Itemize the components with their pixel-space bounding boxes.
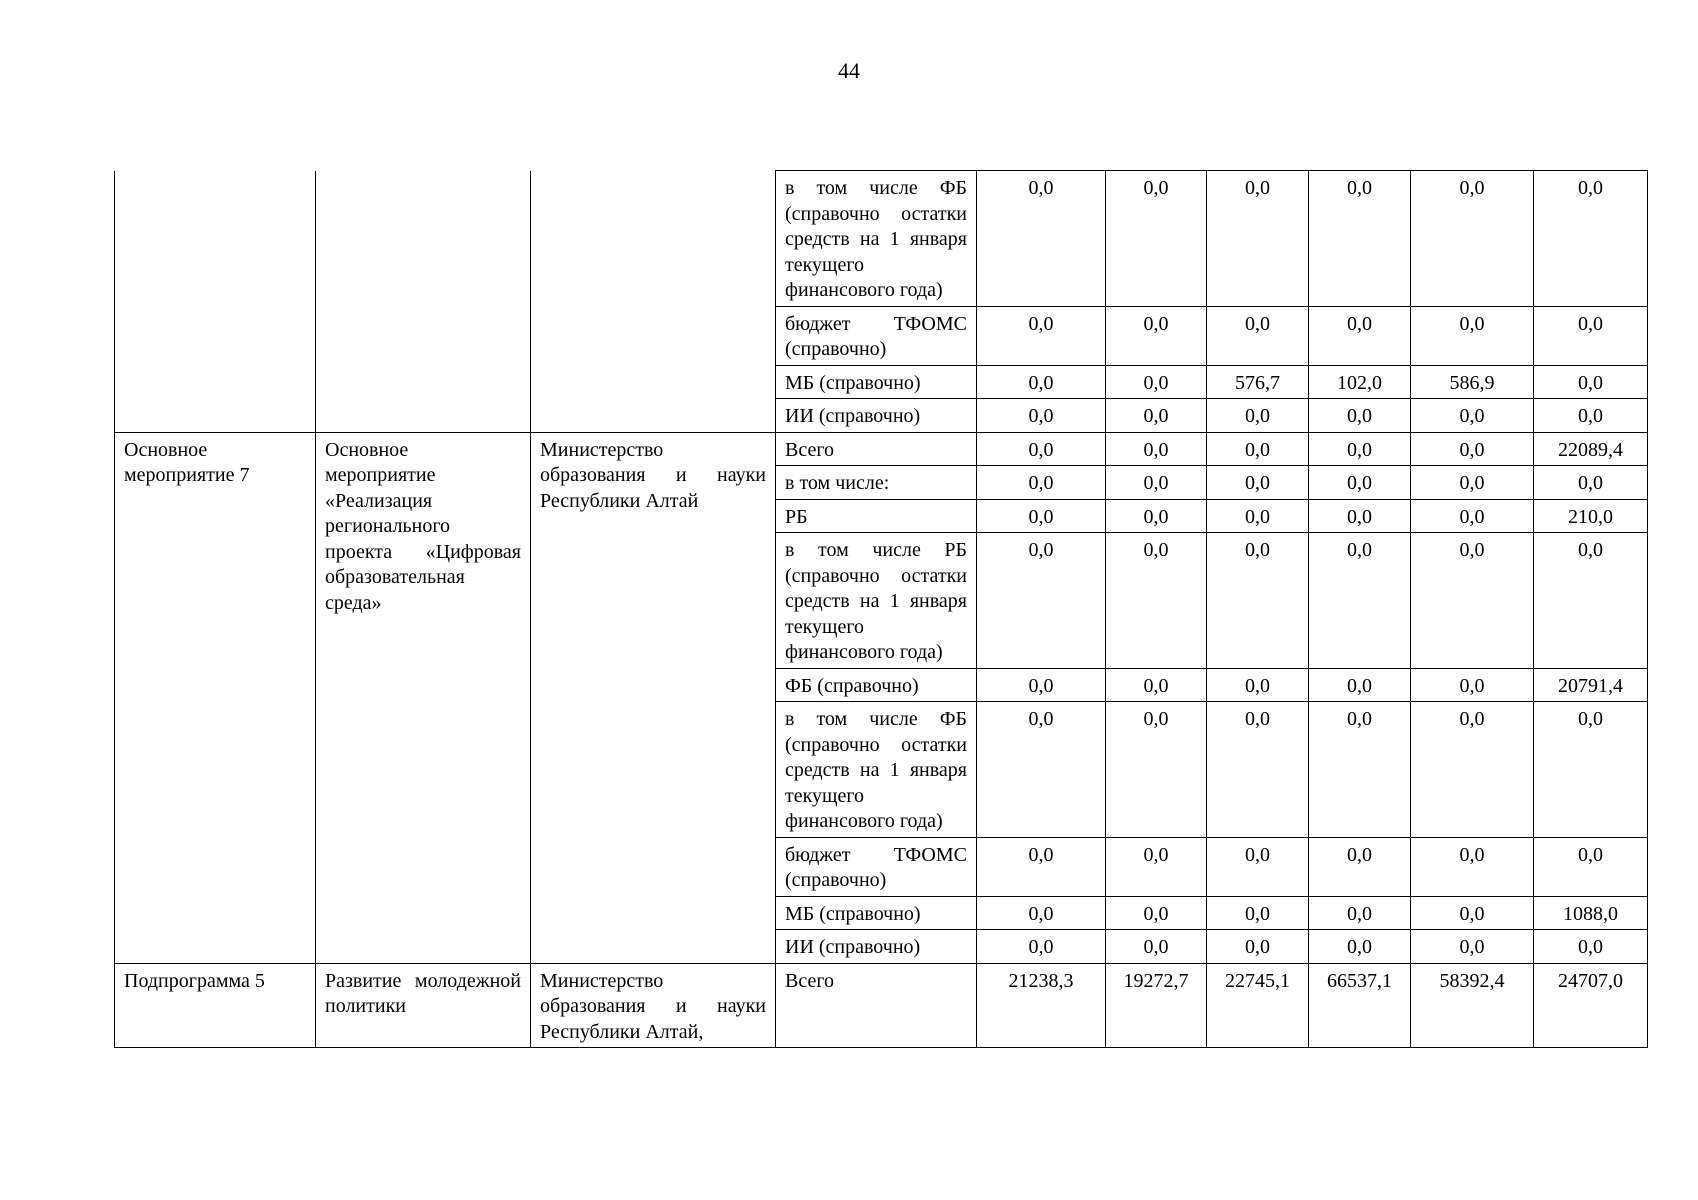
- amount-cell: 0,0: [1106, 499, 1207, 533]
- amount-cell: 0,0: [1207, 837, 1309, 896]
- amount-cell: 0,0: [977, 702, 1106, 838]
- funding-source-cell: в том числе ФБ (справочно остатки средств на 1 января текущего финансового года): [776, 171, 977, 307]
- amount-cell: 0,0: [977, 466, 1106, 500]
- funding-source-cell: Всего: [776, 963, 977, 1048]
- amount-cell: 0,0: [1207, 930, 1309, 964]
- amount-cell: 0,0: [1106, 399, 1207, 433]
- amount-cell: 0,0: [1534, 837, 1648, 896]
- amount-cell: 102,0: [1309, 365, 1411, 399]
- amount-cell: 0,0: [977, 533, 1106, 669]
- amount-cell: 0,0: [1309, 533, 1411, 669]
- amount-cell: 0,0: [977, 930, 1106, 964]
- funding-source-cell: в том числе РБ (справочно остатки средств на 1 января текущего финансового года): [776, 533, 977, 669]
- amount-cell: 0,0: [1106, 702, 1207, 838]
- amount-cell: 0,0: [1207, 171, 1309, 307]
- amount-cell: 0,0: [1207, 896, 1309, 930]
- funding-source-cell: МБ (справочно): [776, 896, 977, 930]
- amount-cell: 0,0: [1207, 466, 1309, 500]
- amount-cell: 0,0: [1106, 466, 1207, 500]
- funding-source-cell: бюджет ТФОМС (справочно): [776, 306, 977, 365]
- amount-cell: 0,0: [1411, 533, 1534, 669]
- amount-cell: 0,0: [1309, 668, 1411, 702]
- amount-cell: 0,0: [1106, 930, 1207, 964]
- amount-cell: 0,0: [1106, 306, 1207, 365]
- amount-cell: 576,7: [1207, 365, 1309, 399]
- amount-cell: 58392,4: [1411, 963, 1534, 1048]
- amount-cell: 0,0: [1309, 466, 1411, 500]
- table-row: [115, 171, 1648, 307]
- amount-cell: 20791,4: [1534, 668, 1648, 702]
- amount-cell: 0,0: [1207, 432, 1309, 466]
- amount-cell: 0,0: [1411, 702, 1534, 838]
- funding-source-cell: ИИ (справочно): [776, 399, 977, 433]
- amount-cell: 0,0: [1534, 930, 1648, 964]
- amount-cell: 0,0: [977, 499, 1106, 533]
- table-row: [115, 963, 1648, 1048]
- amount-cell: 0,0: [1309, 399, 1411, 433]
- amount-cell: 0,0: [977, 896, 1106, 930]
- amount-cell: 22089,4: [1534, 432, 1648, 466]
- name-cell: Развитие молодежной политики: [316, 963, 531, 1048]
- funding-source-cell: в том числе:: [776, 466, 977, 500]
- amount-cell: 0,0: [977, 399, 1106, 433]
- amount-cell: 586,9: [1411, 365, 1534, 399]
- amount-cell: 0,0: [1106, 365, 1207, 399]
- amount-cell: 0,0: [1106, 668, 1207, 702]
- amount-cell: 0,0: [1207, 668, 1309, 702]
- budget-table: [114, 170, 1648, 1048]
- amount-cell: 0,0: [1309, 930, 1411, 964]
- name-cell: Основное мероприятие «Реализация регионального проекта «Цифровая образовательная среда»: [316, 432, 531, 963]
- amount-cell: 0,0: [1309, 702, 1411, 838]
- amount-cell: 0,0: [1207, 702, 1309, 838]
- amount-cell: 0,0: [1411, 432, 1534, 466]
- funding-source-cell: МБ (справочно): [776, 365, 977, 399]
- amount-cell: 0,0: [1309, 306, 1411, 365]
- amount-cell: 0,0: [1411, 306, 1534, 365]
- status-cell: Основное мероприятие 7: [115, 432, 316, 963]
- amount-cell: 0,0: [1534, 466, 1648, 500]
- amount-cell: 0,0: [1534, 399, 1648, 433]
- funding-source-cell: Всего: [776, 432, 977, 466]
- funding-source-cell: ИИ (справочно): [776, 930, 977, 964]
- executor-cell-continued: [531, 171, 776, 433]
- amount-cell: 0,0: [1411, 399, 1534, 433]
- executor-cell: Министерство образования и науки Республики Алтай: [531, 432, 776, 963]
- amount-cell: 0,0: [1411, 837, 1534, 896]
- amount-cell: 0,0: [977, 306, 1106, 365]
- amount-cell: 1088,0: [1534, 896, 1648, 930]
- amount-cell: 0,0: [1411, 499, 1534, 533]
- amount-cell: 0,0: [1207, 399, 1309, 433]
- amount-cell: 0,0: [1411, 896, 1534, 930]
- executor-cell: Министерство образования и науки Республики Алтай,: [531, 963, 776, 1048]
- amount-cell: 0,0: [1411, 668, 1534, 702]
- amount-cell: 0,0: [1309, 171, 1411, 307]
- amount-cell: 0,0: [1106, 432, 1207, 466]
- amount-cell: 22745,1: [1207, 963, 1309, 1048]
- amount-cell: 66537,1: [1309, 963, 1411, 1048]
- amount-cell: 0,0: [977, 365, 1106, 399]
- status-cell: Подпрограмма 5: [115, 963, 316, 1048]
- page-number: 44: [838, 58, 860, 83]
- amount-cell: 0,0: [1534, 365, 1648, 399]
- amount-cell: 24707,0: [1534, 963, 1648, 1048]
- amount-cell: 0,0: [1106, 171, 1207, 307]
- amount-cell: 0,0: [1207, 306, 1309, 365]
- amount-cell: 210,0: [1534, 499, 1648, 533]
- amount-cell: 0,0: [977, 432, 1106, 466]
- status-cell-continued: [115, 171, 316, 433]
- amount-cell: 0,0: [1411, 171, 1534, 307]
- amount-cell: 0,0: [977, 837, 1106, 896]
- funding-source-cell: РБ: [776, 499, 977, 533]
- amount-cell: 0,0: [1106, 837, 1207, 896]
- funding-source-cell: бюджет ТФОМС (справочно): [776, 837, 977, 896]
- name-cell-continued: [316, 171, 531, 433]
- amount-cell: 0,0: [1309, 432, 1411, 466]
- amount-cell: 21238,3: [977, 963, 1106, 1048]
- amount-cell: 0,0: [1207, 533, 1309, 669]
- funding-source-cell: ФБ (справочно): [776, 668, 977, 702]
- amount-cell: 0,0: [977, 171, 1106, 307]
- amount-cell: 0,0: [1309, 896, 1411, 930]
- amount-cell: 0,0: [1534, 702, 1648, 838]
- amount-cell: 0,0: [1207, 499, 1309, 533]
- amount-cell: 19272,7: [1106, 963, 1207, 1048]
- amount-cell: 0,0: [1411, 466, 1534, 500]
- amount-cell: 0,0: [1309, 499, 1411, 533]
- amount-cell: 0,0: [1411, 930, 1534, 964]
- amount-cell: 0,0: [1309, 837, 1411, 896]
- funding-source-cell: в том числе ФБ (справочно остатки средств на 1 января текущего финансового года): [776, 702, 977, 838]
- amount-cell: 0,0: [977, 668, 1106, 702]
- amount-cell: 0,0: [1534, 171, 1648, 307]
- table-body: [115, 171, 1648, 1048]
- amount-cell: 0,0: [1106, 533, 1207, 669]
- amount-cell: 0,0: [1534, 533, 1648, 669]
- table-row: [115, 432, 1648, 466]
- amount-cell: 0,0: [1534, 306, 1648, 365]
- amount-cell: 0,0: [1106, 896, 1207, 930]
